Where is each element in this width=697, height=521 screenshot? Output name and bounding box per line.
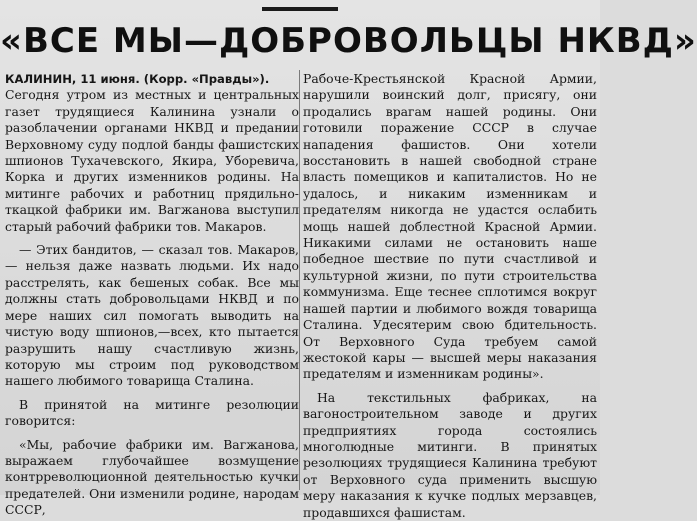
dateline: КАЛИНИН, 11 июня. (Корр. «Правды»). xyxy=(5,72,270,86)
paragraph: На текстильных фабриках, на вагоностроительном заводе и других предприятиях города состоялись многолюдные митинги. В принятых резолюциях трудящиеся Калинина требуют от Верховного суда применить высшую меру наказания к кучке подлых мерзавцев, продавшихся фашистам. xyxy=(303,389,597,520)
right-column xyxy=(303,71,597,521)
paragraph: — Этих бандитов, — сказал тов. Макаров, — нельзя даже назвать людьми. Их надо расстрелять, как бешеных собак. Все мы должны стать добровольцами НКВД и по мере наших сил помогать выводить на чистую воду шпионов,—всех, кто пытается разрушить нашу счастливую жизнь, которую мы строим под руководством нашего любимого товарища Сталина. xyxy=(5,242,299,389)
header-rule xyxy=(262,7,338,11)
paragraph: Рабоче-Крестьянской Красной Армии, нарушили воинский долг, присягу, они продались врагам нашей родины. Они готовили поражение СССР в случае нападения фашистов. Они хотели восстановить в нашей свободной стране власть помещиков и капиталистов. Но не удалось, и никаким изменникам и предателям никогда не удастся ослабить мощь нашей доблестной Красной Армии. Никакими силами не остановить наше победное шествие по пути счастливой и культурной жизни, по пути строительства коммунизма. Еще теснее сплотимся вокруг нашей партии и любимого вождя товарища Сталина. Удесятерим свою бдительность. От Верховного Суда требуем самой жестокой кары — высшей меры наказания предателям и изменникам родины». xyxy=(303,71,597,382)
dateline-paragraph xyxy=(5,71,299,87)
paragraph: В принятой на митинге резолюции говорится: xyxy=(5,396,299,429)
paragraph: «Мы, рабочие фабрики им. Вагжанова, выражаем глубочайшее возмущение контрреволюционной деятельностью кучки предателей. Они изменили родине, народам СССР, xyxy=(5,436,299,518)
column-divider xyxy=(299,70,300,490)
paragraph: Сегодня утром из местных и центральных газет трудящиеся Калинина узнали о разоблачении органами НКВД и предании Верховному суду подлой банды фашистских шпионов Тухачевского, Якира, Уборевича, Корка и других изменников родины. На митинге рабочих и работниц прядильно-ткацкой фабрики им. Вагжанова выступил старый рабочий фабрики тов. Макаров. xyxy=(5,87,299,234)
left-column xyxy=(5,71,299,519)
article-headline: «ВСЕ МЫ—ДОБРОВОЛЬЦЫ НКВД» xyxy=(0,21,697,61)
